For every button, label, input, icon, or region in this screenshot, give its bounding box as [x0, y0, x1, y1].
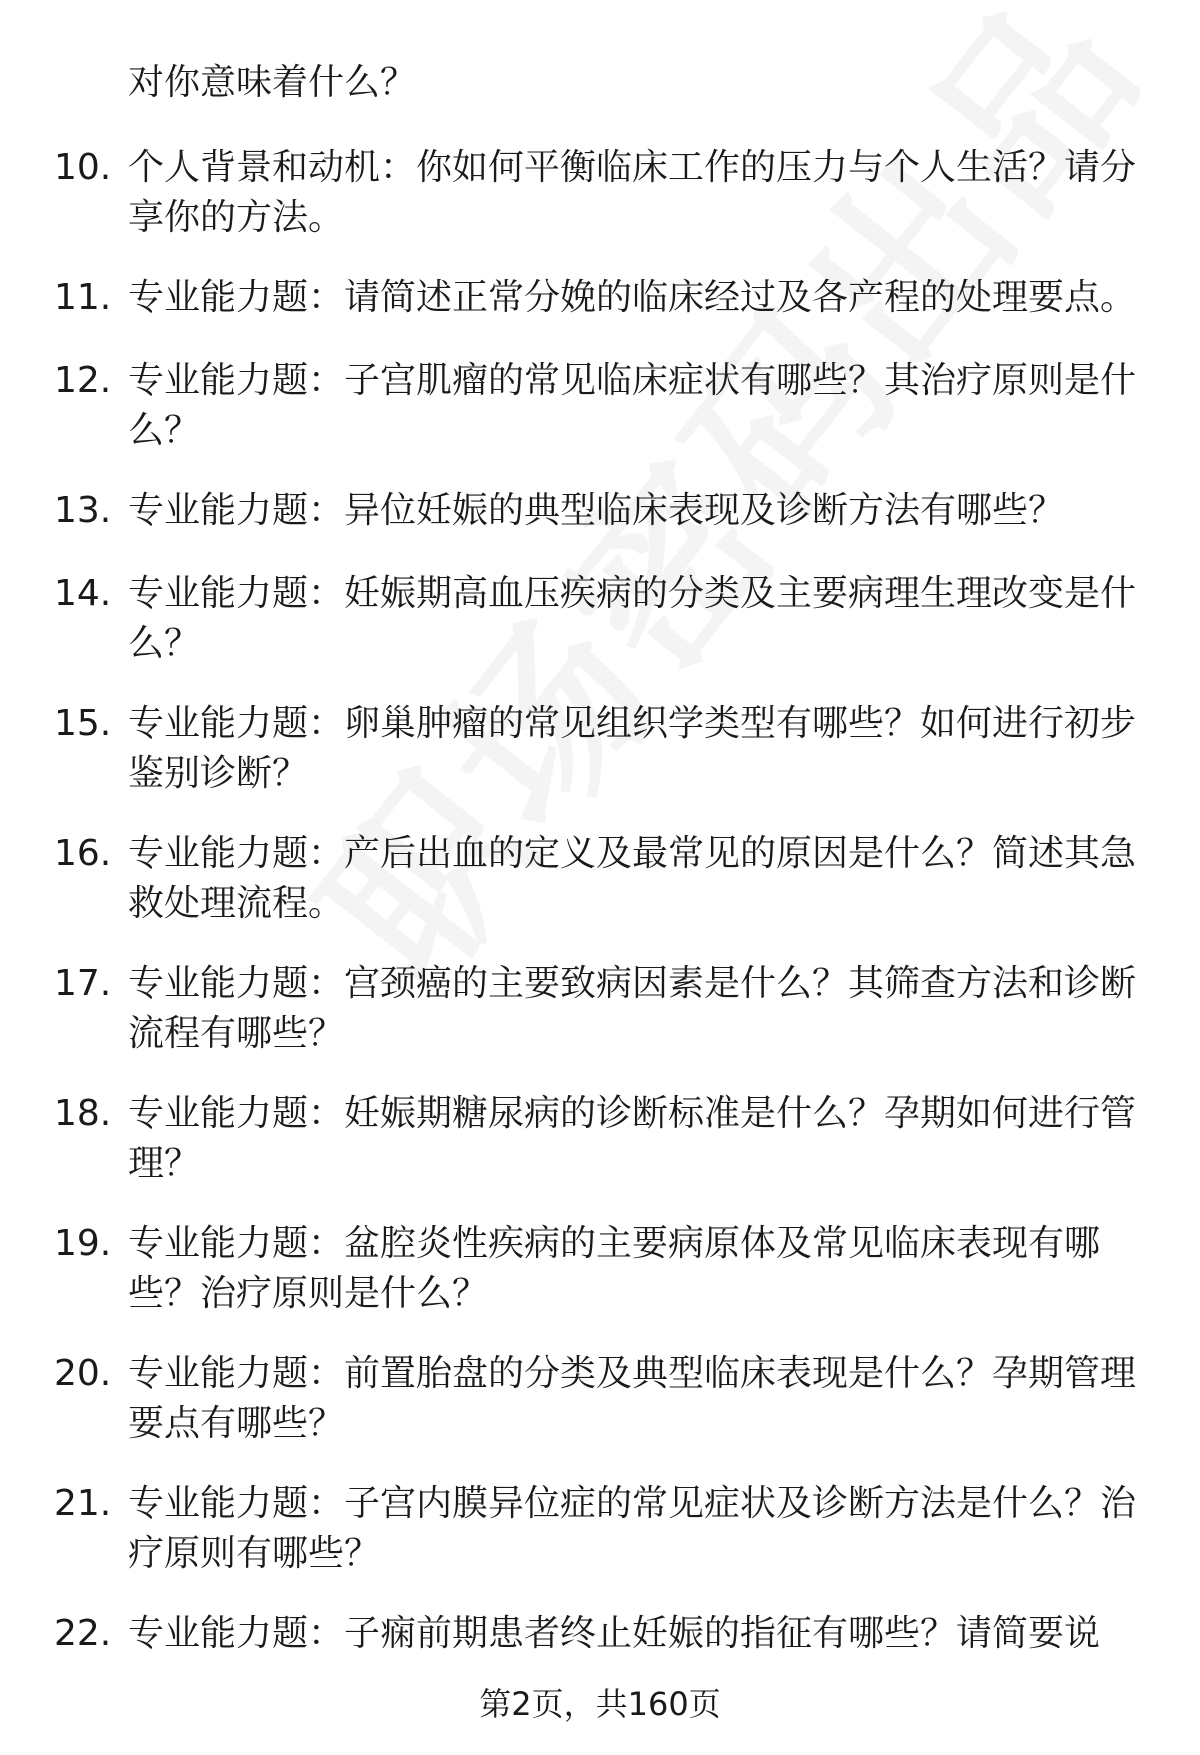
question-number: 17.	[54, 963, 112, 1004]
question-number: 16.	[54, 833, 112, 874]
question-number: 18.	[54, 1093, 112, 1134]
question-text: 专业能力题：宫颈癌的主要致病因素是什么？其筛查方法和诊断流程有哪些？	[128, 963, 1137, 1054]
question-number: 10.	[54, 147, 112, 188]
question-number: 19.	[54, 1223, 112, 1264]
question-text: 专业能力题：子痫前期患者终止妊娠的指征有哪些？请简要说	[128, 1613, 1101, 1654]
question-item	[0, 1089, 1200, 1189]
question-item	[0, 829, 1200, 929]
question-text: 专业能力题：妊娠期糖尿病的诊断标准是什么？孕期如何进行管理？	[128, 1093, 1137, 1184]
question-number: 22.	[54, 1613, 112, 1654]
question-number: 11.	[54, 277, 112, 318]
question-text: 专业能力题：卵巢肿瘤的常见组织学类型有哪些？如何进行初步鉴别诊断？	[128, 703, 1137, 794]
question-text: 专业能力题：异位妊娠的典型临床表现及诊断方法有哪些？	[128, 490, 1065, 531]
question-item	[0, 1479, 1200, 1579]
question-text: 专业能力题：子宫内膜异位症的常见症状及诊断方法是什么？治疗原则有哪些？	[128, 1483, 1137, 1574]
question-number: 20.	[54, 1353, 112, 1394]
question-text: 专业能力题：前置胎盘的分类及典型临床表现是什么？孕期管理要点有哪些？	[128, 1353, 1137, 1444]
page-footer: 第2页，共160页	[479, 1685, 721, 1723]
question-item	[0, 959, 1200, 1059]
question-text: 个人背景和动机：你如何平衡临床工作的压力与个人生活？请分享你的方法。	[128, 147, 1137, 238]
continuation-text: 对你意味着什么？	[128, 62, 417, 103]
question-item	[0, 1349, 1200, 1449]
question-item	[0, 1609, 1200, 1659]
question-text: 专业能力题：请简述正常分娩的临床经过及各产程的处理要点。	[128, 277, 1137, 318]
question-item	[0, 699, 1200, 799]
question-list	[0, 143, 1200, 1689]
question-number: 14.	[54, 573, 112, 614]
question-text: 专业能力题：产后出血的定义及最常见的原因是什么？简述其急救处理流程。	[128, 833, 1137, 924]
question-number: 15.	[54, 703, 112, 744]
question-item	[0, 273, 1200, 323]
question-text: 专业能力题：妊娠期高血压疾病的分类及主要病理生理改变是什么？	[128, 573, 1137, 664]
question-number: 12.	[54, 360, 112, 401]
question-item	[0, 569, 1200, 669]
question-text: 专业能力题：子宫肌瘤的常见临床症状有哪些？其治疗原则是什么？	[128, 360, 1137, 451]
question-number: 21.	[54, 1483, 112, 1524]
question-item	[0, 1219, 1200, 1319]
question-item	[0, 356, 1200, 456]
question-text: 专业能力题：盆腔炎性疾病的主要病原体及常见临床表现有哪些？治疗原则是什么？	[128, 1223, 1101, 1314]
question-item	[0, 143, 1200, 243]
question-number: 13.	[54, 490, 112, 531]
question-item	[0, 486, 1200, 536]
